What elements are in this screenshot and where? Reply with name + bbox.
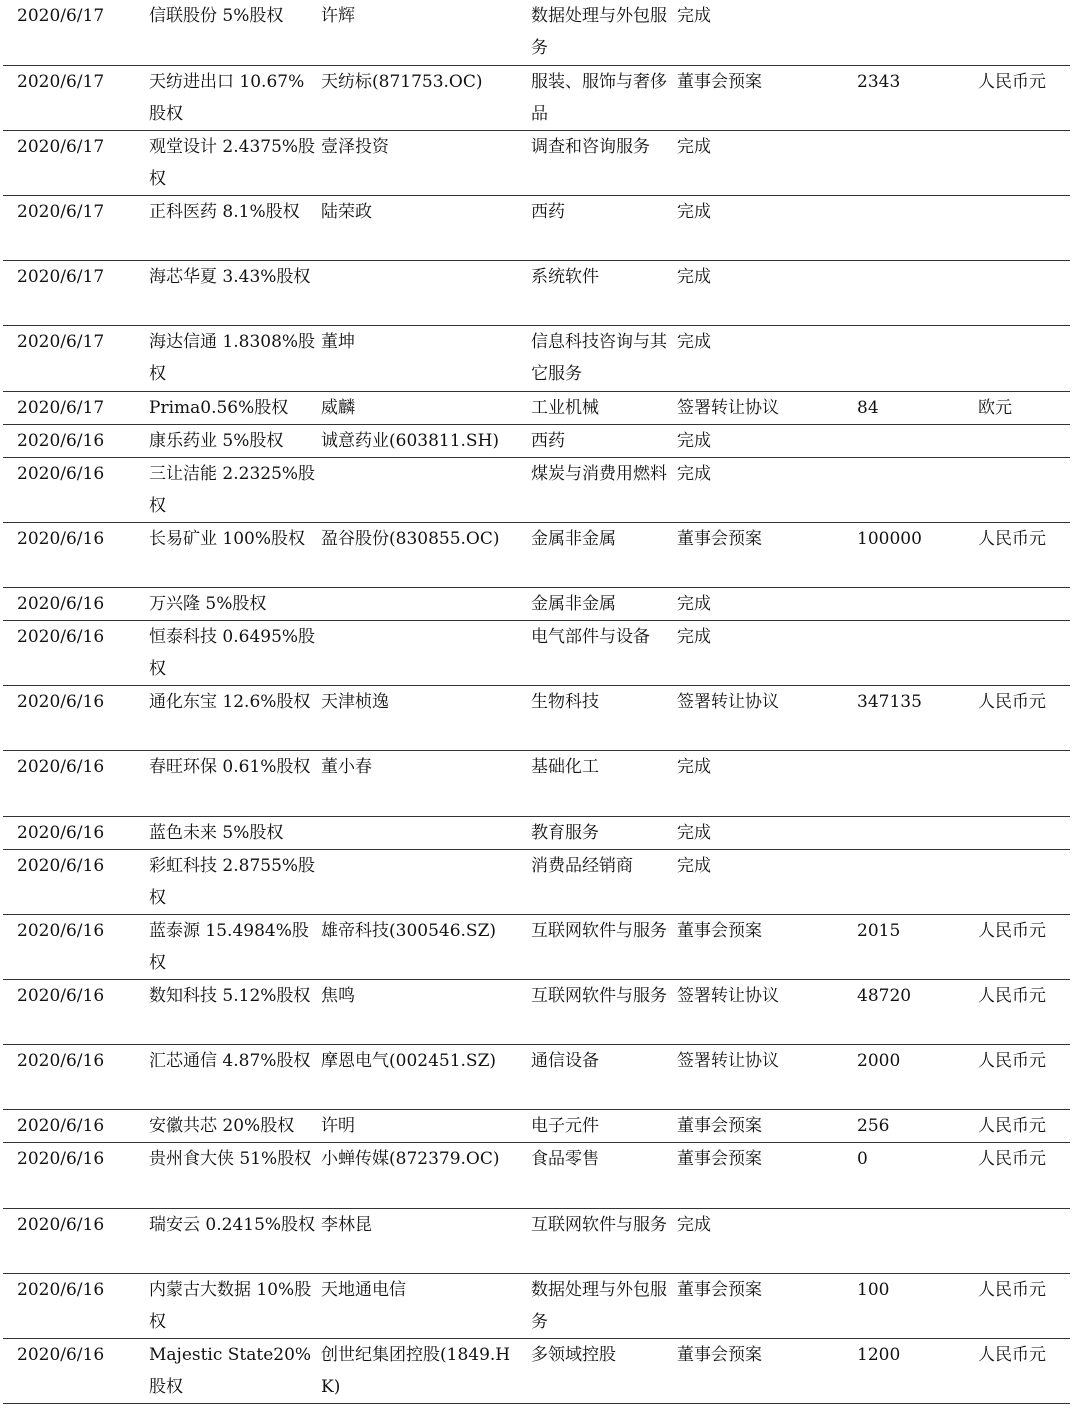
- buyer-cell: 焦鸣: [321, 979, 531, 1044]
- currency-cell: [978, 424, 1070, 457]
- amount-cell: [857, 816, 978, 849]
- target-cell: 海芯华夏 3.43%股权: [149, 261, 321, 326]
- buyer-cell: [321, 457, 531, 522]
- status-cell: 完成: [677, 751, 857, 816]
- target-cell: 观堂设计 2.4375%股权: [149, 130, 321, 195]
- table-row: [3, 130, 1070, 195]
- status-cell: 董事会预案: [677, 914, 857, 979]
- table-row: [3, 424, 1070, 457]
- buyer-cell: 李林昆: [321, 1208, 531, 1273]
- industry-cell: 西药: [531, 196, 677, 261]
- buyer-cell: 董坤: [321, 326, 531, 391]
- deal-date-cell: 2020/6/17: [3, 391, 149, 424]
- currency-cell: [978, 457, 1070, 522]
- industry-cell: 电子元件: [531, 1110, 677, 1143]
- amount-cell: [857, 1208, 978, 1273]
- status-cell: 签署转让协议: [677, 1045, 857, 1110]
- table-row: [3, 686, 1070, 751]
- buyer-cell: 盈谷股份(830855.OC): [321, 522, 531, 587]
- deal-date-cell: 2020/6/16: [3, 849, 149, 914]
- target-cell: 三让洁能 2.2325%股权: [149, 457, 321, 522]
- buyer-cell: 天津桢逸: [321, 686, 531, 751]
- currency-cell: [978, 326, 1070, 391]
- status-cell: 董事会预案: [677, 1110, 857, 1143]
- industry-cell: 数据处理与外包服务: [531, 1273, 677, 1338]
- status-cell: 完成: [677, 1208, 857, 1273]
- table-row: [3, 261, 1070, 326]
- status-cell: 完成: [677, 424, 857, 457]
- amount-cell: [857, 588, 978, 621]
- target-cell: 蓝色未来 5%股权: [149, 816, 321, 849]
- table-row: [3, 816, 1070, 849]
- industry-cell: 煤炭与消费用燃料: [531, 457, 677, 522]
- currency-cell: 人民币元: [978, 522, 1070, 587]
- status-cell: 完成: [677, 588, 857, 621]
- deal-date-cell: 2020/6/16: [3, 621, 149, 686]
- buyer-cell: 诚意药业(603811.SH): [321, 424, 531, 457]
- target-cell: 海达信通 1.8308%股权: [149, 326, 321, 391]
- target-cell: 正科医药 8.1%股权: [149, 196, 321, 261]
- industry-cell: 电气部件与设备: [531, 621, 677, 686]
- target-cell: 康乐药业 5%股权: [149, 424, 321, 457]
- currency-cell: [978, 1208, 1070, 1273]
- industry-cell: 多领域控股: [531, 1338, 677, 1403]
- industry-cell: 互联网软件与服务: [531, 914, 677, 979]
- buyer-cell: 摩恩电气(002451.SZ): [321, 1045, 531, 1110]
- status-cell: 完成: [677, 849, 857, 914]
- target-cell: 春旺环保 0.61%股权: [149, 751, 321, 816]
- currency-cell: 人民币元: [978, 1273, 1070, 1338]
- currency-cell: 人民币元: [978, 1338, 1070, 1403]
- table-row: [3, 326, 1070, 391]
- status-cell: 完成: [677, 621, 857, 686]
- amount-cell: 100000: [857, 522, 978, 587]
- deal-date-cell: 2020/6/16: [3, 686, 149, 751]
- deal-date-cell: 2020/6/17: [3, 326, 149, 391]
- buyer-cell: [321, 816, 531, 849]
- target-cell: 彩虹科技 2.8755%股权: [149, 849, 321, 914]
- status-cell: 董事会预案: [677, 522, 857, 587]
- currency-cell: [978, 261, 1070, 326]
- industry-cell: 调查和咨询服务: [531, 130, 677, 195]
- target-cell: 天纺进出口 10.67%股权: [149, 65, 321, 130]
- table-row: [3, 1338, 1070, 1403]
- table-row: [3, 1143, 1070, 1208]
- industry-cell: 消费品经销商: [531, 849, 677, 914]
- currency-cell: [978, 621, 1070, 686]
- industry-cell: 互联网软件与服务: [531, 1208, 677, 1273]
- amount-cell: [857, 751, 978, 816]
- currency-cell: 人民币元: [978, 1143, 1070, 1208]
- industry-cell: 信息科技咨询与其它服务: [531, 326, 677, 391]
- deal-date-cell: 2020/6/16: [3, 751, 149, 816]
- currency-cell: [978, 588, 1070, 621]
- amount-cell: 84: [857, 391, 978, 424]
- status-cell: 完成: [677, 0, 857, 65]
- deal-date-cell: 2020/6/17: [3, 65, 149, 130]
- table-row: [3, 914, 1070, 979]
- status-cell: 完成: [677, 816, 857, 849]
- buyer-cell: 许明: [321, 1110, 531, 1143]
- amount-cell: [857, 130, 978, 195]
- industry-cell: 系统软件: [531, 261, 677, 326]
- amount-cell: 1200: [857, 1338, 978, 1403]
- amount-cell: [857, 424, 978, 457]
- buyer-cell: 小蝉传媒(872379.OC): [321, 1143, 531, 1208]
- deal-date-cell: 2020/6/17: [3, 130, 149, 195]
- buyer-cell: [321, 588, 531, 621]
- table-row: [3, 979, 1070, 1044]
- amount-cell: [857, 261, 978, 326]
- amount-cell: 48720: [857, 979, 978, 1044]
- status-cell: 董事会预案: [677, 65, 857, 130]
- deal-date-cell: 2020/6/17: [3, 261, 149, 326]
- table-row: [3, 621, 1070, 686]
- target-cell: 恒泰科技 0.6495%股权: [149, 621, 321, 686]
- deal-date-cell: 2020/6/16: [3, 914, 149, 979]
- table-row: [3, 1045, 1070, 1110]
- target-cell: 信联股份 5%股权: [149, 0, 321, 65]
- deal-date-cell: 2020/6/17: [3, 196, 149, 261]
- table-row: [3, 196, 1070, 261]
- industry-cell: 金属非金属: [531, 588, 677, 621]
- currency-cell: [978, 816, 1070, 849]
- deal-date-cell: 2020/6/16: [3, 457, 149, 522]
- amount-cell: 2000: [857, 1045, 978, 1110]
- buyer-cell: 天地通电信: [321, 1273, 531, 1338]
- amount-cell: [857, 457, 978, 522]
- target-cell: Majestic State20%股权: [149, 1338, 321, 1403]
- target-cell: 蓝泰源 15.4984%股权: [149, 914, 321, 979]
- currency-cell: 人民币元: [978, 914, 1070, 979]
- buyer-cell: [321, 849, 531, 914]
- target-cell: 通化东宝 12.6%股权: [149, 686, 321, 751]
- target-cell: 万兴隆 5%股权: [149, 588, 321, 621]
- target-cell: 汇芯通信 4.87%股权: [149, 1045, 321, 1110]
- buyer-cell: [321, 621, 531, 686]
- buyer-cell: 天纺标(871753.OC): [321, 65, 531, 130]
- amount-cell: [857, 326, 978, 391]
- table-row: [3, 1273, 1070, 1338]
- buyer-cell: 创世纪集团控股(1849.HK): [321, 1338, 531, 1403]
- deal-date-cell: 2020/6/16: [3, 424, 149, 457]
- industry-cell: 西药: [531, 424, 677, 457]
- industry-cell: 基础化工: [531, 751, 677, 816]
- currency-cell: [978, 196, 1070, 261]
- currency-cell: 人民币元: [978, 686, 1070, 751]
- currency-cell: 欧元: [978, 391, 1070, 424]
- status-cell: 完成: [677, 196, 857, 261]
- target-cell: Prima0.56%股权: [149, 391, 321, 424]
- currency-cell: 人民币元: [978, 65, 1070, 130]
- amount-cell: [857, 849, 978, 914]
- amount-cell: [857, 621, 978, 686]
- deal-date-cell: 2020/6/16: [3, 816, 149, 849]
- table-row: [3, 588, 1070, 621]
- deal-date-cell: 2020/6/17: [3, 0, 149, 65]
- status-cell: 完成: [677, 130, 857, 195]
- currency-cell: 人民币元: [978, 1045, 1070, 1110]
- amount-cell: 100: [857, 1273, 978, 1338]
- currency-cell: 人民币元: [978, 979, 1070, 1044]
- target-cell: 瑞安云 0.2415%股权: [149, 1208, 321, 1273]
- target-cell: 数知科技 5.12%股权: [149, 979, 321, 1044]
- deal-date-cell: 2020/6/16: [3, 522, 149, 587]
- industry-cell: 生物科技: [531, 686, 677, 751]
- amount-cell: 2015: [857, 914, 978, 979]
- deal-date-cell: 2020/6/16: [3, 588, 149, 621]
- industry-cell: 教育服务: [531, 816, 677, 849]
- buyer-cell: 许辉: [321, 0, 531, 65]
- target-cell: 长易矿业 100%股权: [149, 522, 321, 587]
- status-cell: 完成: [677, 326, 857, 391]
- buyer-cell: 陆荣政: [321, 196, 531, 261]
- table-row: [3, 65, 1070, 130]
- table-row: [3, 522, 1070, 587]
- status-cell: 董事会预案: [677, 1338, 857, 1403]
- currency-cell: [978, 849, 1070, 914]
- status-cell: 签署转让协议: [677, 979, 857, 1044]
- target-cell: 安徽共芯 20%股权: [149, 1110, 321, 1143]
- industry-cell: 食品零售: [531, 1143, 677, 1208]
- amount-cell: 347135: [857, 686, 978, 751]
- table-row: [3, 751, 1070, 816]
- status-cell: 签署转让协议: [677, 686, 857, 751]
- deal-date-cell: 2020/6/16: [3, 1143, 149, 1208]
- status-cell: 签署转让协议: [677, 391, 857, 424]
- table-row: [3, 1110, 1070, 1143]
- table-row: [3, 457, 1070, 522]
- industry-cell: 通信设备: [531, 1045, 677, 1110]
- deal-date-cell: 2020/6/16: [3, 1045, 149, 1110]
- amount-cell: 256: [857, 1110, 978, 1143]
- deal-date-cell: 2020/6/16: [3, 1208, 149, 1273]
- status-cell: 完成: [677, 457, 857, 522]
- buyer-cell: 壹泽投资: [321, 130, 531, 195]
- deal-date-cell: 2020/6/16: [3, 1338, 149, 1403]
- amount-cell: [857, 196, 978, 261]
- amount-cell: 2343: [857, 65, 978, 130]
- buyer-cell: 董小春: [321, 751, 531, 816]
- table-row: [3, 0, 1070, 65]
- table-row: [3, 849, 1070, 914]
- target-cell: 内蒙古大数据 10%股权: [149, 1273, 321, 1338]
- currency-cell: [978, 130, 1070, 195]
- status-cell: 董事会预案: [677, 1273, 857, 1338]
- currency-cell: [978, 751, 1070, 816]
- status-cell: 董事会预案: [677, 1143, 857, 1208]
- deal-date-cell: 2020/6/16: [3, 979, 149, 1044]
- amount-cell: [857, 0, 978, 65]
- status-cell: 完成: [677, 261, 857, 326]
- deal-table: [3, 0, 1070, 1404]
- currency-cell: 人民币元: [978, 1110, 1070, 1143]
- buyer-cell: 雄帝科技(300546.SZ): [321, 914, 531, 979]
- currency-cell: [978, 0, 1070, 65]
- industry-cell: 服装、服饰与奢侈品: [531, 65, 677, 130]
- table-row: [3, 391, 1070, 424]
- industry-cell: 互联网软件与服务: [531, 979, 677, 1044]
- buyer-cell: 威麟: [321, 391, 531, 424]
- table-row: [3, 1208, 1070, 1273]
- industry-cell: 金属非金属: [531, 522, 677, 587]
- amount-cell: 0: [857, 1143, 978, 1208]
- deal-table-body: [3, 0, 1070, 1404]
- deal-date-cell: 2020/6/16: [3, 1273, 149, 1338]
- industry-cell: 数据处理与外包服务: [531, 0, 677, 65]
- industry-cell: 工业机械: [531, 391, 677, 424]
- deal-date-cell: 2020/6/16: [3, 1110, 149, 1143]
- target-cell: 贵州食大侠 51%股权: [149, 1143, 321, 1208]
- buyer-cell: [321, 261, 531, 326]
